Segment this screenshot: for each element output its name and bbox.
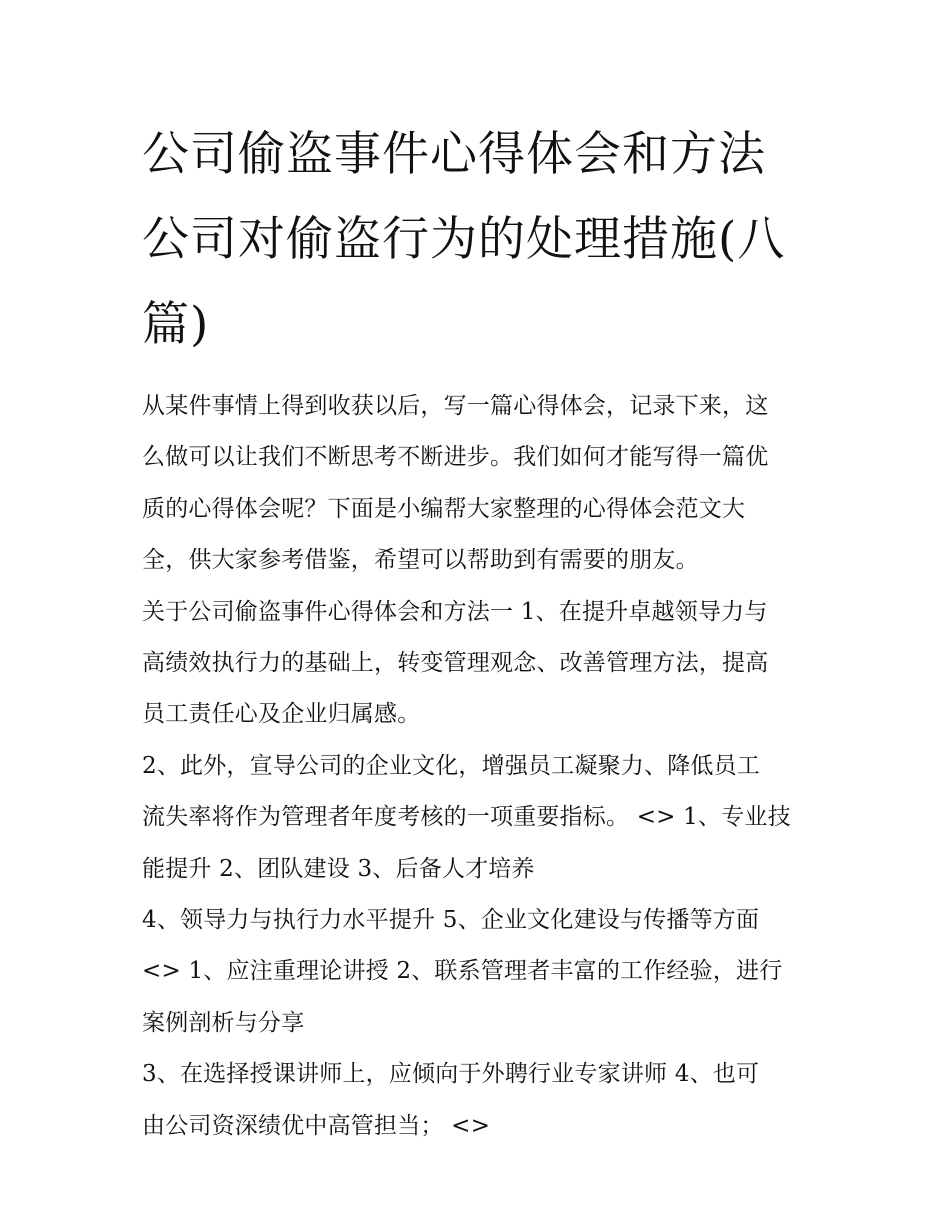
body-line: 么做可以让我们不断思考不断进步。我们如何才能写得一篇优	[142, 444, 769, 471]
body-line: 员工责任心及企业归属感。	[142, 701, 421, 728]
title-line-1: 公司偷盗事件心得体会和方法	[142, 127, 766, 182]
document-title	[142, 112, 814, 367]
title-line-3: 篇)	[142, 297, 210, 352]
body-line: 质的心得体会呢？下面是小编帮大家整理的心得体会范文大	[142, 495, 746, 522]
body-line: 从某件事情上得到收获以后，写一篇心得体会，记录下来，这	[142, 393, 769, 419]
body-line: 由公司资深绩优中高管担当； <>	[142, 1112, 491, 1139]
title-line-2: 公司对偷盗行为的处理措施(八	[142, 212, 786, 267]
body-line: 4、领导力与执行力水平提升 5、企业文化建设与传播等方面	[142, 907, 760, 934]
body-line: 高绩效执行力的基础上，转变管理观念、改善管理方法，提高	[142, 650, 769, 677]
body-line: 全，供大家参考借鉴，希望可以帮助到有需要的朋友。	[142, 547, 699, 574]
body-line: <> 1、应注重理论讲授 2、联系管理者丰富的工作经验，进行	[142, 958, 783, 985]
body-line: 3、在选择授课讲师上，应倾向于外聘行业专家讲师 4、也可	[142, 1061, 760, 1088]
body-line: 案例剖析与分享	[142, 1009, 305, 1036]
body-line: 2、此外，宣导公司的企业文化，增强员工凝聚力、降低员工	[142, 752, 761, 779]
body-line: 流失率将作为管理者年度考核的一项重要指标。 <> 1、专业技	[142, 804, 791, 831]
document-body	[142, 381, 814, 1152]
body-line: 能提升 2、团队建设 3、后备人才培养	[142, 855, 535, 882]
document-page	[142, 112, 814, 1152]
body-line: 关于公司偷盗事件心得体会和方法一 1、在提升卓越领导力与	[142, 598, 768, 625]
